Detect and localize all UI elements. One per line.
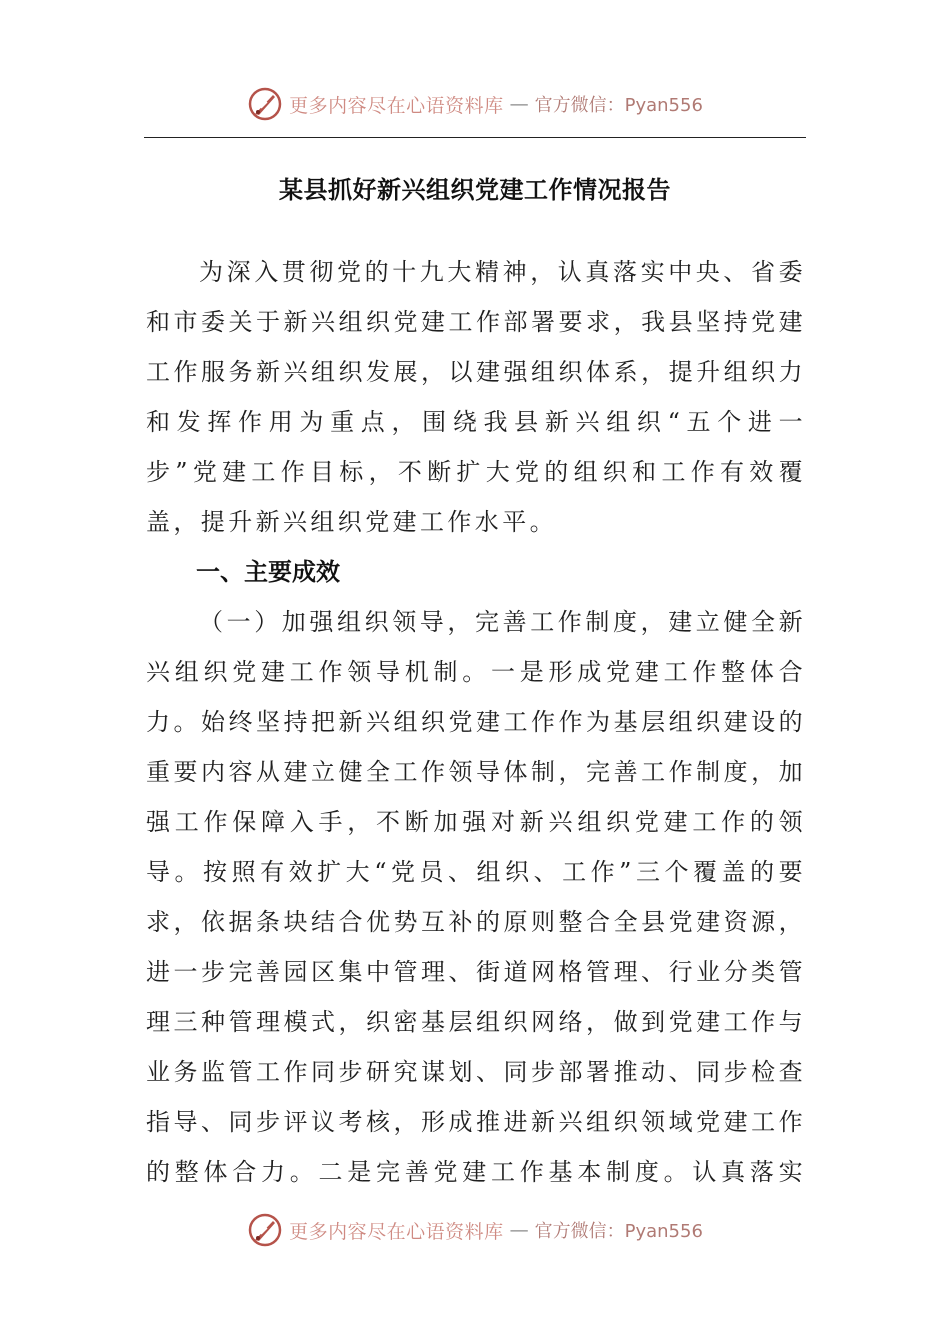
section-paragraph: （一）加强组织领导，完善工作制度，建立健全新兴组织党建工作领导机制。一是形成党建工作整体合力。始终坚持把新兴组织党建工作作为基层组织建设的重要内容从建立健全工作领导体制，完善工作制度，加强工作保障入手，不断加强对新兴组织党建工作的领导。按照有效扩大“党员、组织、工作”三个覆盖的要求，依据条块结合优势互补的原则整合全县党建资源，进一步完善园区集中管理、街道网格管理、行业分类管理三种管理模式，织密基层组织网络，做到党建工作与业务监管工作同步研究谋划、同步部署推动、同步检查指导、同步评议考核，形成推进新兴组织领域党建工作的整体合力。二是完善党建工作基本制度。认真落实 [146, 608, 806, 1186]
banner-wechat-text: 官方微信：Pyan556 [534, 95, 703, 116]
banner-brand-text: 更多内容尽在心语资料库 [289, 1220, 504, 1243]
intro-paragraph: 为深入贯彻党的十九大精神，认真落实中央、省委和市委关于新兴组织党建工作部署要求，我县坚持党建工作服务新兴组织发展，以建强组织体系，提升组织力和发挥作用为重点，围绕我县新兴组织“五个进一步”党建工作目标，不断扩大党的组织和工作有效覆盖，提升新兴组织党建工作水平。 [146, 258, 806, 536]
section-heading: 一、主要成效 [196, 558, 340, 586]
quill-logo-icon [247, 1212, 283, 1248]
banner-brand-text: 更多内容尽在心语资料库 [289, 94, 504, 117]
banner-wechat-text: 官方微信：Pyan556 [534, 1221, 703, 1242]
header-banner [0, 84, 950, 124]
header-divider [144, 137, 806, 138]
banner-separator: — [509, 93, 529, 115]
document-title: 某县抓好新兴组织党建工作情况报告 [279, 175, 671, 204]
footer-banner [0, 1210, 950, 1250]
quill-logo-icon [247, 86, 283, 122]
banner-separator: — [509, 1219, 529, 1241]
